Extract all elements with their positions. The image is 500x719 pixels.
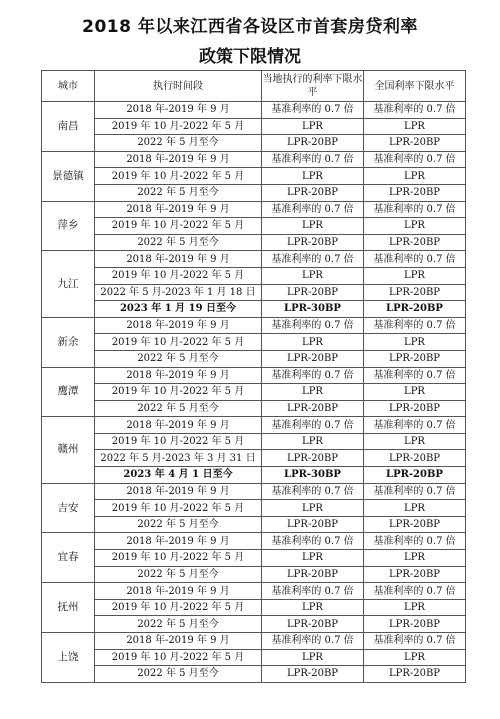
national-rate-cell: LPR-20BP xyxy=(364,301,466,318)
period-cell: 2018 年-2019 年 9 月 xyxy=(95,151,262,168)
table-row xyxy=(42,201,466,218)
local-rate-cell: LPR xyxy=(262,599,364,616)
city-cell: 抚州 xyxy=(42,583,95,633)
table-row xyxy=(42,533,466,550)
national-rate-cell: LPR-20BP xyxy=(364,516,466,533)
period-cell: 2023 年 4 月 1 日至今 xyxy=(95,467,262,484)
national-rate-cell: LPR-20BP xyxy=(364,184,466,201)
period-cell: 2019 年 10 月-2022 年 5 月 xyxy=(95,168,262,185)
national-rate-cell: LPR-20BP xyxy=(364,450,466,467)
city-cell: 景德镇 xyxy=(42,151,95,201)
header-city: 城市 xyxy=(42,71,95,102)
period-cell: 2022 年 5 月至今 xyxy=(95,135,262,152)
local-rate-cell: 基准利率的 0.7 倍 xyxy=(262,533,364,550)
document-subtitle: 政策下限情况 xyxy=(199,47,301,67)
period-cell: 2022 年 5 月-2023 年 1 月 18 日 xyxy=(95,284,262,301)
period-cell: 2018 年-2019 年 9 月 xyxy=(95,583,262,600)
national-rate-cell: 基准利率的 0.7 倍 xyxy=(364,317,466,334)
period-cell: 2022 年 5 月至今 xyxy=(95,184,262,201)
national-rate-cell: LPR xyxy=(364,334,466,351)
table-row xyxy=(42,251,466,268)
period-cell: 2022 年 5 月至今 xyxy=(95,234,262,251)
table-row xyxy=(42,516,466,533)
national-rate-cell: LPR-20BP xyxy=(364,467,466,484)
table-row xyxy=(42,151,466,168)
period-cell: 2019 年 10 月-2022 年 5 月 xyxy=(95,500,262,517)
period-cell: 2018 年-2019 年 9 月 xyxy=(95,533,262,550)
national-rate-cell: LPR xyxy=(364,500,466,517)
table-row xyxy=(42,633,466,650)
table-row xyxy=(42,616,466,633)
table-row xyxy=(42,118,466,135)
table-row xyxy=(42,168,466,185)
rate-table xyxy=(41,70,466,683)
table-row xyxy=(42,666,466,683)
table-row xyxy=(42,184,466,201)
local-rate-cell: LPR xyxy=(262,550,364,567)
local-rate-cell: 基准利率的 0.7 倍 xyxy=(262,483,364,500)
national-rate-cell: LPR-20BP xyxy=(364,350,466,367)
table-row xyxy=(42,317,466,334)
period-cell: 2018 年-2019 年 9 月 xyxy=(95,367,262,384)
local-rate-cell: LPR-20BP xyxy=(262,350,364,367)
period-cell: 2019 年 10 月-2022 年 5 月 xyxy=(95,599,262,616)
table-row xyxy=(42,400,466,417)
city-cell: 新余 xyxy=(42,317,95,367)
city-cell: 宜春 xyxy=(42,533,95,583)
period-cell: 2023 年 1 月 19 日至今 xyxy=(95,301,262,318)
period-cell: 2022 年 5 月至今 xyxy=(95,516,262,533)
national-rate-cell: 基准利率的 0.7 倍 xyxy=(364,633,466,650)
national-rate-cell: LPR xyxy=(364,218,466,235)
local-rate-cell: LPR xyxy=(262,500,364,517)
national-rate-cell: LPR xyxy=(364,550,466,567)
table-row xyxy=(42,417,466,434)
local-rate-cell: LPR-20BP xyxy=(262,450,364,467)
table-row xyxy=(42,102,466,119)
table-row xyxy=(42,550,466,567)
period-cell: 2019 年 10 月-2022 年 5 月 xyxy=(95,649,262,666)
national-rate-cell: 基准利率的 0.7 倍 xyxy=(364,417,466,434)
period-cell: 2019 年 10 月-2022 年 5 月 xyxy=(95,267,262,284)
local-rate-cell: 基准利率的 0.7 倍 xyxy=(262,633,364,650)
local-rate-cell: LPR-30BP xyxy=(262,301,364,318)
city-cell: 鹰潭 xyxy=(42,367,95,417)
local-rate-cell: 基准利率的 0.7 倍 xyxy=(262,317,364,334)
period-cell: 2022 年 5 月-2023 年 3 月 31 日 xyxy=(95,450,262,467)
table-row xyxy=(42,135,466,152)
period-cell: 2022 年 5 月至今 xyxy=(95,566,262,583)
local-rate-cell: LPR xyxy=(262,118,364,135)
local-rate-cell: LPR-20BP xyxy=(262,284,364,301)
period-cell: 2019 年 10 月-2022 年 5 月 xyxy=(95,433,262,450)
national-rate-cell: LPR-20BP xyxy=(364,566,466,583)
national-rate-cell: LPR-20BP xyxy=(364,616,466,633)
local-rate-cell: LPR xyxy=(262,218,364,235)
local-rate-cell: LPR-20BP xyxy=(262,234,364,251)
table-row xyxy=(42,301,466,318)
local-rate-cell: LPR-20BP xyxy=(262,566,364,583)
period-cell: 2018 年-2019 年 9 月 xyxy=(95,417,262,434)
table-row xyxy=(42,367,466,384)
table-row xyxy=(42,566,466,583)
period-cell: 2019 年 10 月-2022 年 5 月 xyxy=(95,550,262,567)
table-row xyxy=(42,500,466,517)
document-title: 2018 年以来江西省各设区市首套房贷利率 xyxy=(82,17,418,37)
local-rate-cell: LPR xyxy=(262,334,364,351)
city-cell: 赣州 xyxy=(42,417,95,483)
national-rate-cell: LPR-20BP xyxy=(364,666,466,683)
header-local-rate: 当地执行的利率下限水平 xyxy=(262,71,364,102)
period-cell: 2018 年-2019 年 9 月 xyxy=(95,483,262,500)
national-rate-cell: 基准利率的 0.7 倍 xyxy=(364,151,466,168)
local-rate-cell: LPR-20BP xyxy=(262,616,364,633)
table-body xyxy=(42,102,466,683)
local-rate-cell: LPR-20BP xyxy=(262,516,364,533)
national-rate-cell: LPR xyxy=(364,433,466,450)
national-rate-cell: LPR xyxy=(364,599,466,616)
national-rate-cell: 基准利率的 0.7 倍 xyxy=(364,102,466,119)
national-rate-cell: LPR xyxy=(364,168,466,185)
period-cell: 2022 年 5 月至今 xyxy=(95,400,262,417)
local-rate-cell: LPR xyxy=(262,649,364,666)
table-row xyxy=(42,433,466,450)
national-rate-cell: LPR-20BP xyxy=(364,135,466,152)
period-cell: 2018 年-2019 年 9 月 xyxy=(95,102,262,119)
national-rate-cell: 基准利率的 0.7 倍 xyxy=(364,201,466,218)
local-rate-cell: LPR xyxy=(262,384,364,401)
local-rate-cell: LPR xyxy=(262,267,364,284)
period-cell: 2019 年 10 月-2022 年 5 月 xyxy=(95,118,262,135)
local-rate-cell: LPR xyxy=(262,433,364,450)
table-row xyxy=(42,234,466,251)
table-row xyxy=(42,284,466,301)
period-cell: 2018 年-2019 年 9 月 xyxy=(95,251,262,268)
local-rate-cell: 基准利率的 0.7 倍 xyxy=(262,367,364,384)
national-rate-cell: LPR-20BP xyxy=(364,400,466,417)
national-rate-cell: 基准利率的 0.7 倍 xyxy=(364,483,466,500)
national-rate-cell: 基准利率的 0.7 倍 xyxy=(364,533,466,550)
national-rate-cell: LPR-20BP xyxy=(364,284,466,301)
national-rate-cell: LPR xyxy=(364,267,466,284)
national-rate-cell: 基准利率的 0.7 倍 xyxy=(364,367,466,384)
table-row xyxy=(42,483,466,500)
period-cell: 2018 年-2019 年 9 月 xyxy=(95,317,262,334)
city-cell: 南昌 xyxy=(42,102,95,152)
local-rate-cell: LPR-20BP xyxy=(262,400,364,417)
period-cell: 2022 年 5 月至今 xyxy=(95,350,262,367)
period-cell: 2018 年-2019 年 9 月 xyxy=(95,633,262,650)
period-cell: 2022 年 5 月至今 xyxy=(95,616,262,633)
table-row xyxy=(42,467,466,484)
table-row xyxy=(42,384,466,401)
local-rate-cell: 基准利率的 0.7 倍 xyxy=(262,251,364,268)
national-rate-cell: LPR-20BP xyxy=(364,234,466,251)
national-rate-cell: LPR xyxy=(364,649,466,666)
header-period: 执行时间段 xyxy=(95,71,262,102)
table-row xyxy=(42,334,466,351)
city-cell: 吉安 xyxy=(42,483,95,533)
local-rate-cell: LPR-20BP xyxy=(262,666,364,683)
table-row xyxy=(42,350,466,367)
table-row xyxy=(42,649,466,666)
header-national-rate: 全国利率下限水平 xyxy=(364,71,466,102)
table-row xyxy=(42,583,466,600)
city-cell: 九江 xyxy=(42,251,95,317)
period-cell: 2019 年 10 月-2022 年 5 月 xyxy=(95,218,262,235)
local-rate-cell: LPR-20BP xyxy=(262,184,364,201)
local-rate-cell: 基准利率的 0.7 倍 xyxy=(262,417,364,434)
national-rate-cell: 基准利率的 0.7 倍 xyxy=(364,583,466,600)
period-cell: 2019 年 10 月-2022 年 5 月 xyxy=(95,334,262,351)
table-header-row xyxy=(42,71,466,102)
local-rate-cell: LPR xyxy=(262,168,364,185)
table-row xyxy=(42,267,466,284)
period-cell: 2022 年 5 月至今 xyxy=(95,666,262,683)
local-rate-cell: 基准利率的 0.7 倍 xyxy=(262,102,364,119)
local-rate-cell: LPR-30BP xyxy=(262,467,364,484)
national-rate-cell: LPR xyxy=(364,118,466,135)
table-row xyxy=(42,599,466,616)
period-cell: 2019 年 10 月-2022 年 5 月 xyxy=(95,384,262,401)
table-row xyxy=(42,450,466,467)
local-rate-cell: 基准利率的 0.7 倍 xyxy=(262,583,364,600)
city-cell: 萍乡 xyxy=(42,201,95,251)
city-cell: 上饶 xyxy=(42,633,95,683)
national-rate-cell: 基准利率的 0.7 倍 xyxy=(364,251,466,268)
table-row xyxy=(42,218,466,235)
national-rate-cell: LPR xyxy=(364,384,466,401)
local-rate-cell: 基准利率的 0.7 倍 xyxy=(262,151,364,168)
local-rate-cell: 基准利率的 0.7 倍 xyxy=(262,201,364,218)
local-rate-cell: LPR-20BP xyxy=(262,135,364,152)
period-cell: 2018 年-2019 年 9 月 xyxy=(95,201,262,218)
